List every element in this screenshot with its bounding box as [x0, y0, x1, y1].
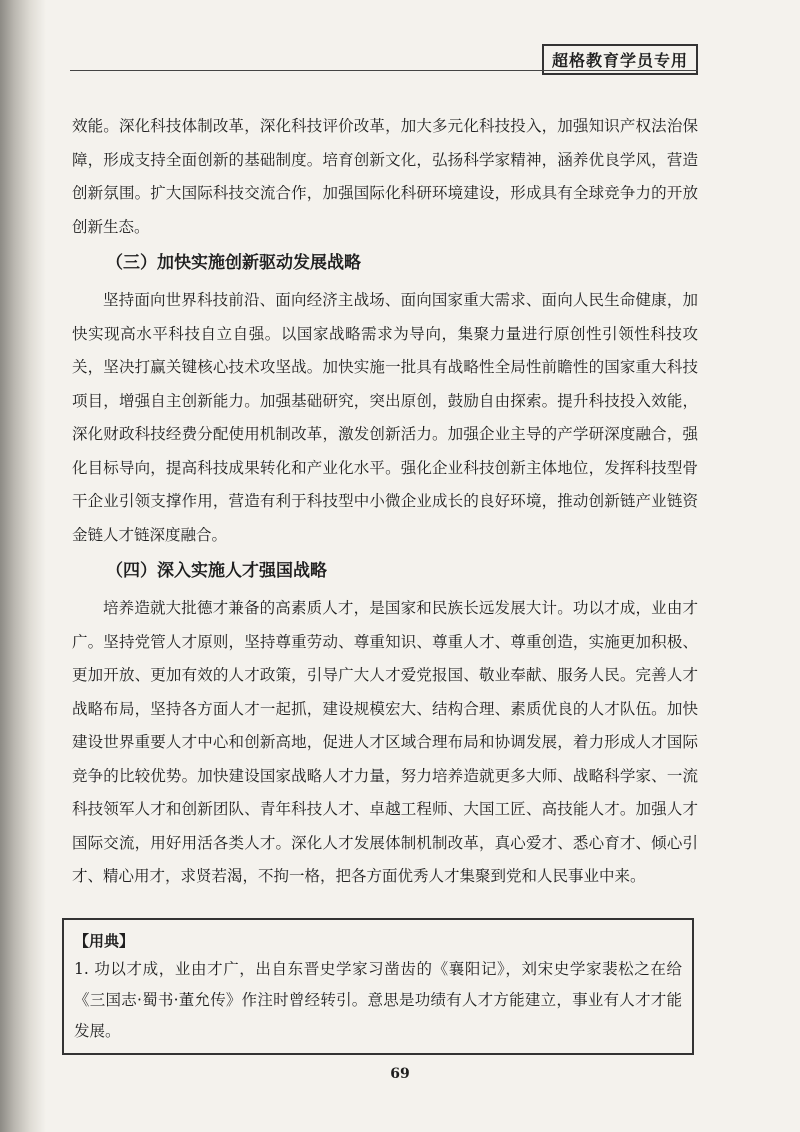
note-label: 【用典】	[74, 932, 135, 950]
paragraph-innovation-strategy: 坚持面向世界科技前沿、面向经济主战场、面向国家重大需求、面向人民生命健康，加快实现高水平科技自立自强。以国家战略需求为导向，集聚力量进行原创性引领性科技攻关，坚决打赢关键核心技术攻坚战。加快实施一批具有战略性全局性前瞻性的国家重大科技项目，增强自主创新能力。加强基础研究，突出原创，鼓励自由探索。提升科技投入效能，深化财政科技经费分配使用机制改革，激发创新活力。加强企业主导的产学研深度融合，强化目标导向，提高科技成果转化和产业化水平。强化企业科技创新主体地位，发挥科技型骨干企业引领支撑作用，营造有利于科技型中小微企业成长的良好环境，推动创新链产业链资金链人才链深度融合。	[72, 291, 698, 544]
section-heading-4: （四）深入实施人才强国战略	[106, 561, 327, 581]
header-rule	[70, 70, 698, 71]
section-heading-3: （三）加快实施创新驱动发展战略	[106, 253, 361, 273]
paragraph-continuation: 效能。深化科技体制改革，深化科技评价改革，加大多元化科技投入，加强知识产权法治保障，形成支持全面创新的基础制度。培育创新文化，弘扬科学家精神，涵养优良学风，营造创新氛围。扩大国际科技交流合作，加强国际化科研环境建设，形成具有全球竞争力的开放创新生态。	[72, 117, 698, 236]
paragraph-talent-strategy: 培养造就大批德才兼备的高素质人才，是国家和民族长远发展大计。功以才成，业由才广。坚持党管人才原则，坚持尊重劳动、尊重知识、尊重人才、尊重创造，实施更加积极、更加开放、更加有效的人才政策，引导广大人才爱党报国、敬业奉献、服务人民。完善人才战略布局，坚持各方面人才一起抓，建设规模宏大、结构合理、素质优良的人才队伍。加快建设世界重要人才中心和创新高地，促进人才区域合理布局和协调发展，着力形成人才国际竞争的比较优势。加快建设国家战略人才力量，努力培养造就更多大师、战略科学家、一流科技领军人才和创新团队、青年科技人才、卓越工程师、大国工匠、高技能人才。加强人才国际交流，用好用活各类人才。深化人才发展体制机制改革，真心爱才、悉心育才、倾心引才、精心用才，求贤若渴，不拘一格，把各方面优秀人才集聚到党和人民事业中来。	[72, 599, 698, 885]
note-text: 1. 功以才成，业由才广，出自东晋史学家习凿齿的《襄阳记》，刘宋史学家裴松之在给《三国志·蜀书·董允传》作注时曾经转引。意思是功绩有人才方能建立，事业有人才才能发展。	[74, 960, 682, 1040]
quotation-note-box	[62, 918, 694, 1055]
binding-shadow	[0, 0, 46, 1132]
main-content	[72, 110, 698, 894]
header-label: 超格教育学员专用	[542, 44, 698, 75]
page-number: 69	[390, 1066, 410, 1082]
